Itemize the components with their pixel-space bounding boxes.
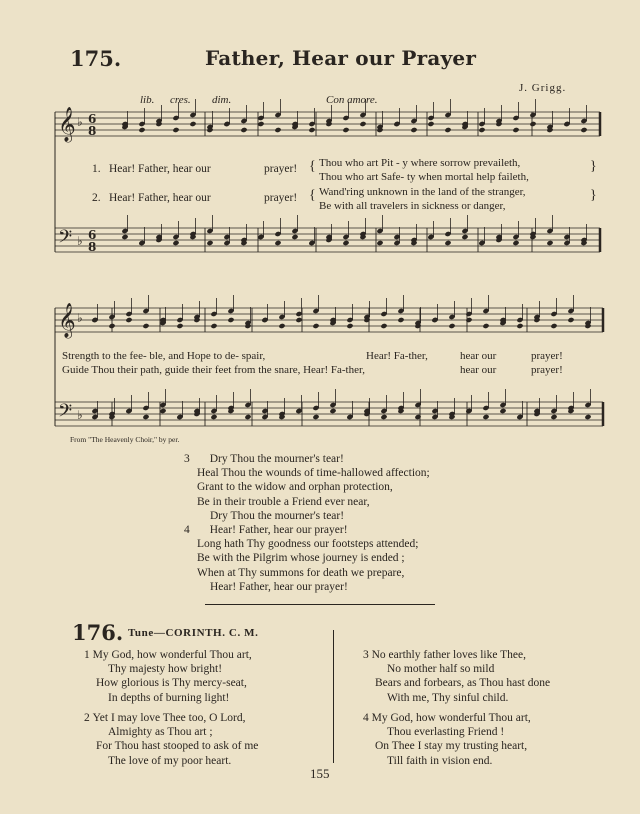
bass-note: [461, 234, 468, 240]
bass-note: [159, 408, 166, 414]
bass-note: [414, 414, 421, 420]
bass-note: [244, 414, 251, 420]
refrain-2-d: prayer!: [531, 364, 563, 376]
brace-right-2: }: [590, 188, 597, 203]
treble-note: [346, 323, 353, 329]
time-signature: 8: [88, 240, 97, 254]
verse-line: Almighty as Thou art ;: [108, 726, 213, 739]
treble-note: [516, 323, 523, 329]
verse-line: With me, Thy sinful child.: [387, 691, 509, 704]
verse-line: Dry Thou the mourner's tear!: [210, 509, 345, 522]
hymn-title: Father, Hear our Prayer: [205, 46, 477, 70]
refrain-2-a: Guide Thou their path, guide their feet from the snare, Hear! Fa-ther,: [62, 364, 365, 376]
treble-note: [274, 127, 281, 133]
verse-line: Heal Thou the wounds of time-hallowed affection;: [197, 467, 430, 480]
verse-line: Long hath Thy goodness our footsteps attended;: [197, 538, 419, 551]
refrain-2-c: hear our: [460, 364, 497, 376]
brace-right: }: [590, 159, 597, 174]
verse-line: Yet I may love Thee too, O Lord,: [92, 712, 246, 724]
line2-num: 2.: [92, 192, 101, 204]
hymn-number-176: 176.: [72, 620, 124, 645]
treble-note: [410, 127, 417, 133]
verse-line: The love of my poor heart.: [108, 754, 232, 767]
line1-end: prayer!: [264, 163, 298, 175]
bass-note: [312, 414, 319, 420]
treble-note: [580, 127, 587, 133]
verse-line: Bears and forbears, as Thou hast done: [375, 677, 551, 690]
treble-clef: 𝄞: [58, 303, 76, 338]
treble-note: [465, 317, 472, 323]
treble-note: [125, 317, 132, 323]
verse-line: Till faith in vision end.: [387, 754, 493, 767]
tune-name: Tune—CORINTH. C. M.: [128, 627, 259, 639]
treble-note: [142, 323, 149, 329]
verse-line: When at Thy summons for death we prepare,: [197, 566, 405, 579]
bass-clef: 𝄢: [58, 227, 73, 252]
key-flat: ♭: [77, 115, 83, 129]
bass-note: [121, 234, 128, 240]
hymn176-verse-4: [363, 711, 531, 768]
treble-note: [529, 121, 536, 127]
treble-note: [295, 317, 302, 323]
brace-left: {: [309, 159, 316, 174]
bass-note: [342, 240, 349, 246]
mark-cres: cres.: [170, 94, 191, 106]
treble-note: [380, 323, 387, 329]
hymn-number-175: 175.: [70, 46, 122, 71]
refrain-1-b: Hear! Fa-ther,: [366, 350, 428, 362]
treble-note: [257, 121, 264, 127]
mark-dim: dim.: [212, 94, 232, 106]
brace-left-2: {: [309, 188, 316, 203]
treble-note: [482, 323, 489, 329]
treble-note: [427, 121, 434, 127]
treble-note: [240, 127, 247, 133]
line1-start: Hear! Father, hear our: [109, 163, 211, 175]
treble-note: [512, 127, 519, 133]
time-signature: 8: [88, 124, 97, 138]
treble-note: [478, 127, 485, 133]
treble-note: [172, 127, 179, 133]
verse-line: Hear! Father, hear our prayer!: [210, 580, 348, 593]
key-flat: ♭: [77, 408, 83, 422]
treble-note: [108, 323, 115, 329]
bass-note: [172, 240, 179, 246]
page-number: 155: [310, 766, 330, 781]
composer: J. Grigg.: [519, 82, 567, 94]
line2-b: Be with all travelers in sickness or danger,: [319, 200, 506, 212]
credit: From "The Heavenly Choir," by per.: [70, 435, 180, 444]
treble-note: [278, 323, 285, 329]
verse-line: In depths of burning light!: [108, 691, 230, 704]
verse-line: My God, how wonderful Thou art,: [92, 649, 252, 661]
verse-line: Hear! Father, hear our prayer!: [209, 524, 348, 536]
bass-note: [380, 414, 387, 420]
treble-note: [567, 317, 574, 323]
bass-note: [499, 408, 506, 414]
time-signature: 6: [88, 112, 97, 126]
column-rule: [333, 630, 334, 763]
refrain-1-c: hear our: [460, 350, 497, 362]
verse-line: No mother half so mild: [387, 663, 495, 676]
verse-line: Be in their trouble a Friend ever near,: [197, 495, 370, 508]
mark-lib: lib.: [140, 94, 155, 106]
verse-line: No earthly father loves like Thee,: [371, 649, 526, 661]
treble-note: [397, 317, 404, 323]
treble-note: [176, 323, 183, 329]
line1-b: Thou who art Safe- ty when mortal help faileth,: [319, 171, 529, 183]
bass-note: [584, 414, 591, 420]
verse-line: Grant to the widow and orphan protection,: [197, 481, 393, 494]
treble-note: [359, 121, 366, 127]
bass-clef: 𝄢: [58, 401, 73, 426]
verse-num: 2: [84, 712, 90, 724]
bass-note: [142, 414, 149, 420]
line2-a: Wand'ring unknown in the land of the stranger,: [319, 186, 526, 198]
treble-clef: 𝄞: [58, 107, 76, 142]
line1-num: 1.: [92, 163, 101, 175]
bass-note: [291, 234, 298, 240]
bass-note: [444, 240, 451, 246]
verse-line: Thou everlasting Friend !: [387, 726, 505, 739]
key-flat: ♭: [77, 234, 83, 248]
verse-line: How glorious is Thy mercy-seat,: [96, 677, 247, 690]
verse-line: Thy majesty how bright!: [108, 663, 223, 676]
bass-note: [329, 408, 336, 414]
verse-num: 1: [84, 649, 90, 661]
bass-note: [550, 414, 557, 420]
treble-note: [227, 317, 234, 323]
key-flat: ♭: [77, 311, 83, 325]
bass-note: [512, 240, 519, 246]
verse-line: Be with the Pilgrim whose journey is ended ;: [197, 552, 405, 565]
verse-3: [184, 452, 430, 523]
hymn176-verse-3: [363, 648, 550, 705]
verse-3-num: 3: [184, 453, 190, 465]
bass-note: [210, 414, 217, 420]
verse-num: 4: [363, 712, 369, 724]
refrain-1-a: Strength to the fee- ble, and Hope to de- spair,: [62, 350, 266, 362]
bass-note: [274, 240, 281, 246]
time-signature: 6: [88, 228, 97, 242]
verse-line: On Thee I stay my trusting heart,: [375, 740, 528, 753]
bass-note: [376, 240, 383, 246]
verse-line: For Thou hast stooped to ask of me: [96, 740, 259, 753]
bass-note: [206, 240, 213, 246]
divider: [205, 604, 435, 605]
hymn176-verse-1: [84, 648, 252, 705]
verse-line: My God, how wonderful Thou art,: [371, 712, 531, 724]
verse-num: 3: [363, 649, 369, 661]
verse-4-num: 4: [184, 524, 190, 536]
verse-line: Dry Thou the mourner's tear!: [209, 453, 344, 465]
mark-con-amore: Con amore.: [326, 94, 378, 106]
line1-a: Thou who art Pit - y where sorrow prevaileth,: [319, 157, 521, 169]
treble-note: [189, 121, 196, 127]
verse-4: [184, 523, 418, 594]
treble-note: [550, 323, 557, 329]
treble-note: [308, 127, 315, 133]
treble-note: [444, 127, 451, 133]
bass-note: [482, 414, 489, 420]
treble-note: [448, 323, 455, 329]
treble-note: [138, 127, 145, 133]
hymn176-verse-2: [84, 711, 258, 768]
refrain-1-d: prayer!: [531, 350, 563, 362]
line2-end: prayer!: [264, 192, 298, 204]
treble-note: [210, 323, 217, 329]
treble-note: [342, 127, 349, 133]
line2-start: Hear! Father, hear our: [109, 192, 211, 204]
bass-note: [546, 240, 553, 246]
treble-note: [312, 323, 319, 329]
